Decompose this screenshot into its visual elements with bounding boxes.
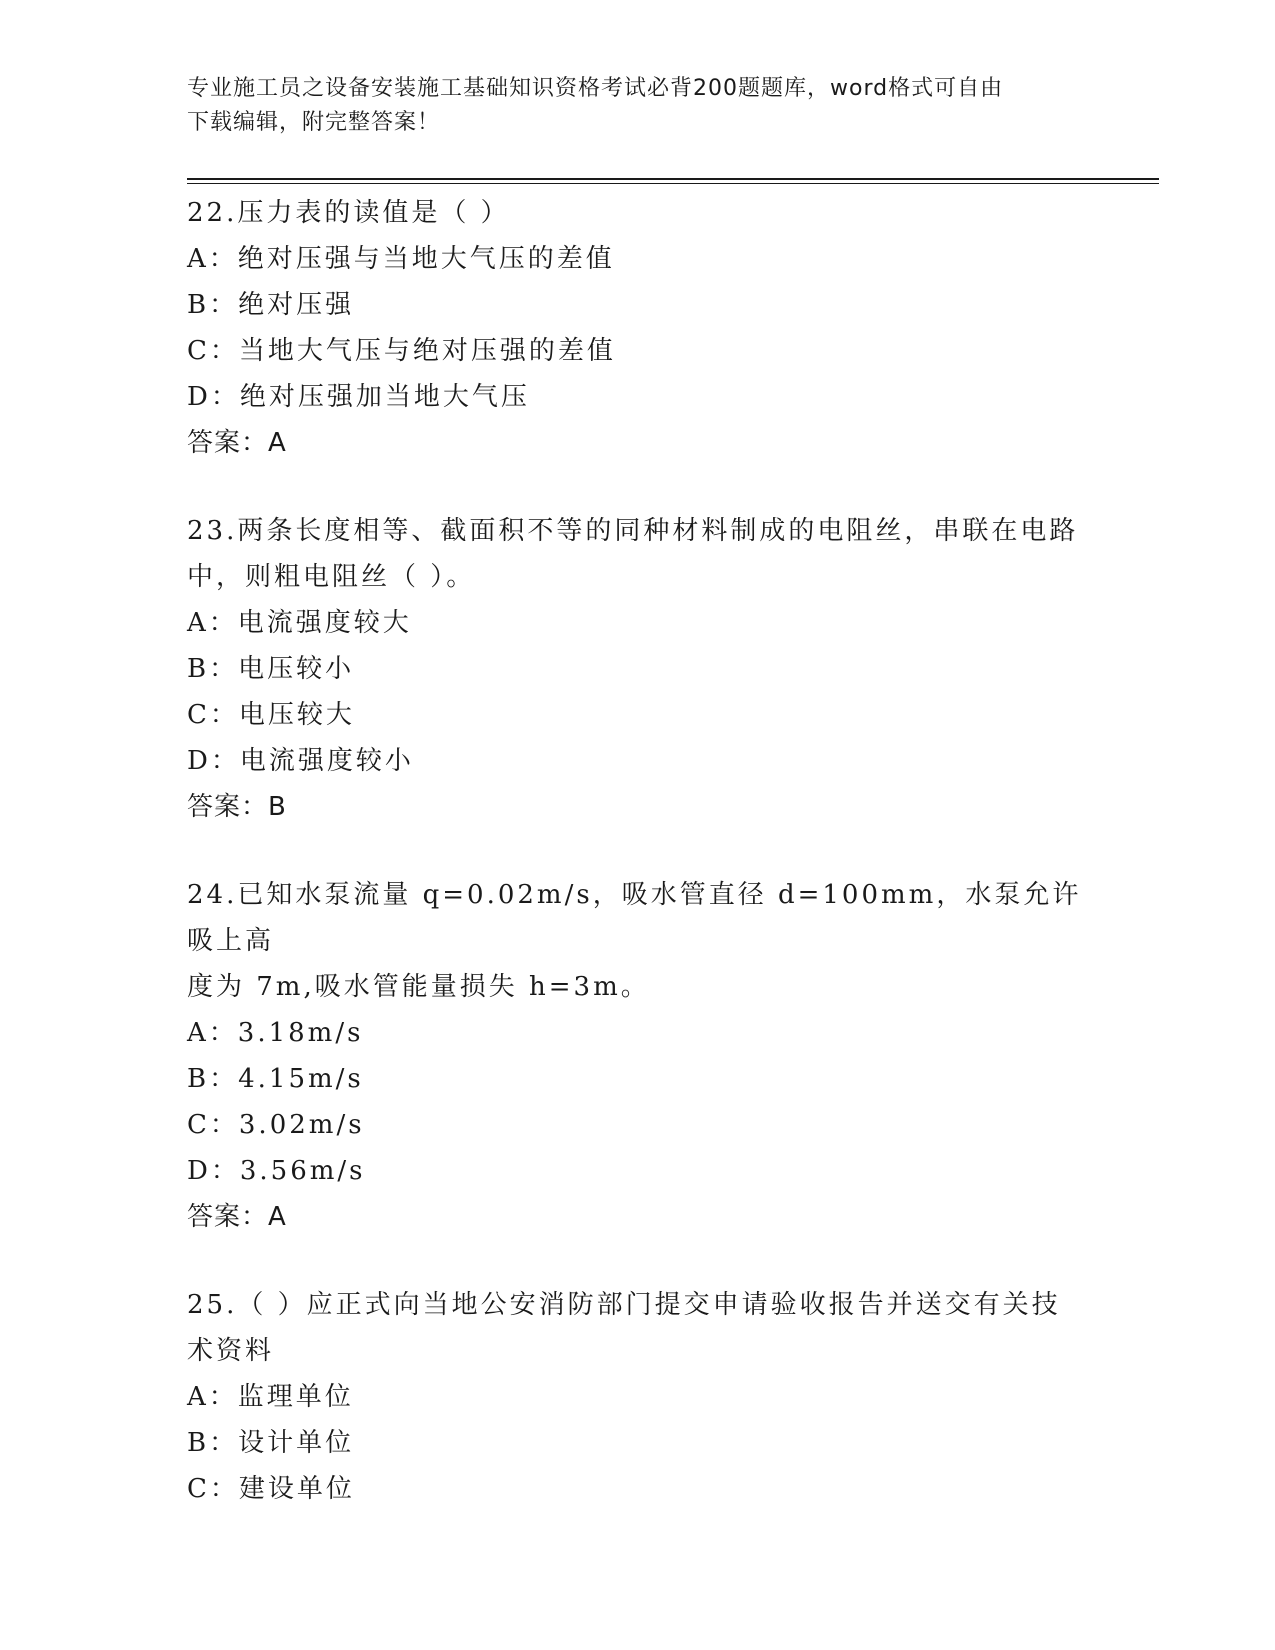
option-b: B：设计单位 bbox=[187, 1428, 355, 1458]
option-a: A：电流强度较大 bbox=[187, 608, 412, 638]
option-a: A：3.18m/s bbox=[187, 1018, 364, 1048]
option-a: A：监理单位 bbox=[187, 1382, 354, 1412]
question-25 bbox=[187, 1282, 1087, 1512]
header-line-2: 下载编辑，附完整答案！ bbox=[187, 110, 441, 135]
question-22 bbox=[187, 190, 1087, 466]
question-stem-continued: 度为 7m,吸水管能量损失 h=3m。 bbox=[187, 972, 650, 1002]
answer-line: 答案：A bbox=[187, 1202, 287, 1232]
question-stem: 23.两条长度相等、截面积不等的同种材料制成的电阻丝，串联在电路 bbox=[187, 516, 1079, 546]
header-line-1: 专业施工员之设备安装施工基础知识资格考试必背200题题库，word格式可自由 bbox=[187, 76, 1004, 101]
document-header bbox=[187, 72, 1087, 140]
option-a: A：绝对压强与当地大气压的差值 bbox=[187, 244, 615, 274]
question-stem: 25.（ ）应正式向当地公安消防部门提交申请验收报告并送交有关技 bbox=[187, 1290, 1061, 1320]
answer-line: 答案：B bbox=[187, 792, 287, 822]
option-c: C：建设单位 bbox=[187, 1474, 355, 1504]
option-b: B：电压较小 bbox=[187, 654, 355, 684]
option-b: B：4.15m/s bbox=[187, 1064, 364, 1094]
question-stem: 24.已知水泵流量 q=0.02m/s，吸水管直径 d=100mm，水泵允许吸上高 bbox=[187, 880, 1082, 956]
option-d: D：绝对压强加当地大气压 bbox=[187, 382, 530, 412]
option-d: D：3.56m/s bbox=[187, 1156, 366, 1186]
header-rule-thin bbox=[187, 183, 1159, 184]
question-stem-continued: 中，则粗电阻丝（ ）。 bbox=[187, 562, 476, 592]
question-24 bbox=[187, 872, 1087, 1240]
option-b: B：绝对压强 bbox=[187, 290, 355, 320]
question-stem: 22.压力表的读值是（ ） bbox=[187, 198, 510, 228]
header-rule-thick bbox=[187, 178, 1159, 180]
option-c: C：当地大气压与绝对压强的差值 bbox=[187, 336, 616, 366]
option-d: D：电流强度较小 bbox=[187, 746, 414, 776]
answer-line: 答案：A bbox=[187, 428, 287, 458]
option-c: C：电压较大 bbox=[187, 700, 355, 730]
question-23 bbox=[187, 508, 1087, 830]
option-c: C：3.02m/s bbox=[187, 1110, 365, 1140]
question-list bbox=[187, 190, 1087, 1554]
question-stem-continued: 术资料 bbox=[187, 1336, 275, 1366]
